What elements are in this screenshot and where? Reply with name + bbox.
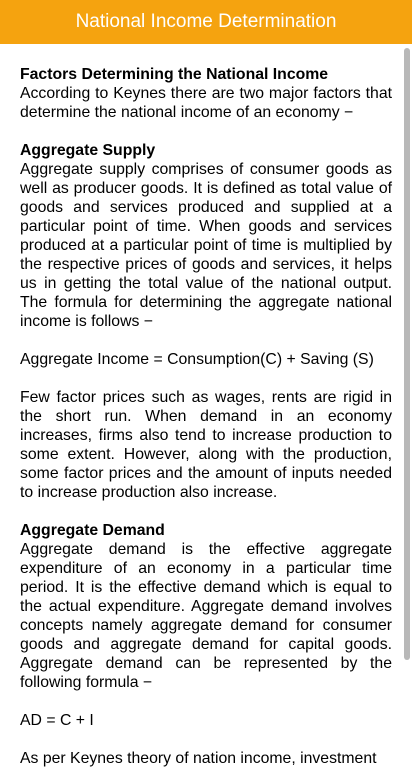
- paragraph-aggregate-supply: Aggregate supply comprises of consumer goods as well as producer goods. It is defined as total value of goods and services produced and supplied at a particular point of time. When goods and services produced at a particular point of time is multiplied by the respective prices of goods and services, it helps us in getting the total value of the national output. The formula for determining the aggregate national income is follows −: [20, 161, 392, 330]
- paragraph-factor-prices: Few factor prices such as wages, rents are rigid in the short run. When demand in an economy increases, firms also tend to increase production to some extent. However, along with the production, some factor prices and the amount of inputs needed to increase production also increase.: [20, 389, 392, 501]
- spacer: [20, 331, 392, 350]
- formula-aggregate-income: Aggregate Income = Consumption(C) + Saving (S): [20, 351, 374, 368]
- spacer: [20, 369, 392, 388]
- paragraph-keynes-investment: As per Keynes theory of nation income, investment: [20, 750, 377, 767]
- spacer: [20, 692, 392, 711]
- article-scroll-area[interactable]: [0, 44, 412, 767]
- scrollbar[interactable]: [404, 48, 410, 660]
- app-bar: [0, 0, 412, 44]
- section-heading-aggregate-demand: Aggregate Demand: [20, 522, 165, 539]
- section-heading-aggregate-supply: Aggregate Supply: [20, 142, 156, 159]
- article-content: [0, 44, 412, 768]
- formula-ad: AD = C + I: [20, 712, 94, 729]
- paragraph-factors: According to Keynes there are two major factors that determine the national income of an economy −: [20, 85, 392, 121]
- paragraph-aggregate-demand: Aggregate demand is the effective aggregate expenditure of an economy in a particular time period. It is the effective demand which is equal to the actual expenditure. Aggregate demand involves concepts namely aggregate demand for consumer goods and aggregate demand for capital goods. Aggregate demand can be represented by the following formula −: [20, 541, 392, 691]
- spacer: [20, 730, 392, 749]
- section-heading-factors: Factors Determining the National Income: [20, 66, 329, 83]
- page-title: National Income Determination: [75, 11, 337, 32]
- spacer: [20, 122, 392, 141]
- spacer: [20, 502, 392, 521]
